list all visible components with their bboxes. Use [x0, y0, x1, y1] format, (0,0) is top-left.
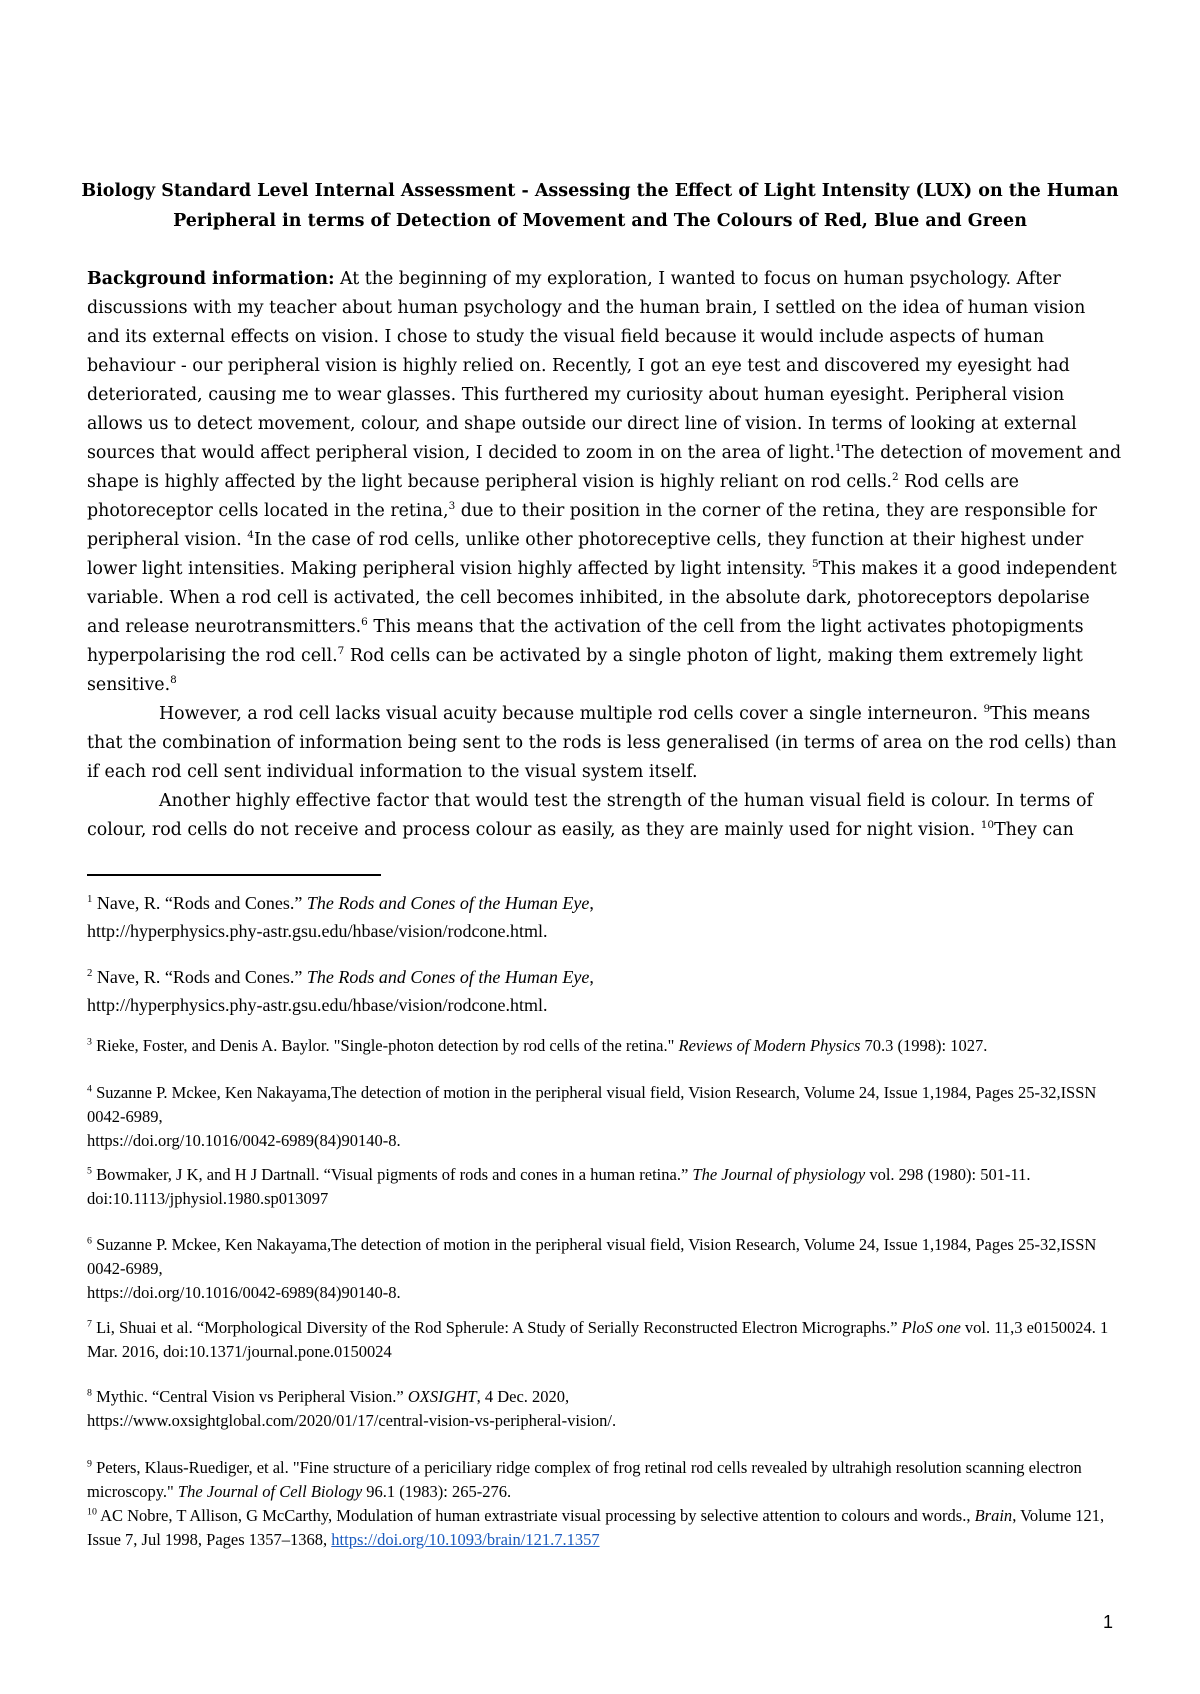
footnote-ref: 7 — [337, 645, 345, 658]
footnote-8: $^8$ Mythic. “Central Vision vs Peripheral Vision.” OXSIGHT, 4 Dec. 2020, https://www.oxsightglobal.com/2020/01/17/central-vision-vs-peripheral-vision/. — [87, 1387, 617, 1430]
footnote-7: $^7$ Li, Shuai et al. “Morphological Diversity of the Rod Spherule: A Study of Serially Reconstructed Electron Micrographs.” PloS one vol. 11,3 e0150024. 1 Mar. 2016, doi:10.1371/journal.pone.0150024 — [87, 1318, 1109, 1361]
section-heading: Background information: — [87, 269, 335, 289]
doi-link[interactable]: https://doi.org/10.1093/brain/121.7.1357 — [331, 1530, 600, 1549]
footnote-ref: 5 — [811, 558, 819, 571]
footnote-1: $^1$ Nave, R. “Rods and Cones.” The Rods and Cones of the Human Eye, http://hyperphysics.phy-astr.gsu.edu/hbase/vision/rodcone.html. — [87, 893, 594, 941]
footnote-url[interactable]: http://hyperphysics.phy-astr.gsu.edu/hbase/vision/rodcone.html. — [87, 995, 548, 1015]
paragraph-acuity: However, a rod cell lacks visual acuity because multiple rod cells cover a single interneuron. $^9$This means that the combination of information being sent to the rods is less generalised (in terms of area on the rod cells) than if each rod cell sent individual information to the visual system itself. — [87, 703, 1117, 782]
footnote-url[interactable]: https://doi.org/10.1016/0042-6989(84)90140-8. — [87, 1283, 401, 1302]
body-text — [87, 265, 1123, 845]
footnote-url[interactable]: https://doi.org/10.1016/0042-6989(84)90140-8. — [87, 1131, 401, 1150]
footnote-4: $^4$ Suzanne P. Mckee, Ken Nakayama,The detection of motion in the peripheral visual field, Vision Research, Volume 24, Issue 1,1984, Pages 25-32,ISSN 0042-6989, https://doi.org/10.1016/0042-6989(84)90140-8. — [87, 1083, 1097, 1150]
footnote-url[interactable]: http://hyperphysics.phy-astr.gsu.edu/hbase/vision/rodcone.html. — [87, 921, 548, 941]
footnote-url[interactable]: https://www.oxsightglobal.com/2020/01/17/central-vision-vs-peripheral-vision/. — [87, 1411, 617, 1430]
paragraph-colour: Another highly effective factor that would test the strength of the human visual field is colour. In terms of colour, rod cells do not receive and process colour as easily, as they are mainly used for night vision. $^{10}$They can — [87, 791, 1093, 840]
footnote-ref: 8 — [170, 674, 177, 687]
footnote-ref: 6 — [361, 616, 368, 629]
paragraph-background: Background information: At the beginning of my exploration, I wanted to focus on human psychology. After discussions with my teacher about human psychology and the human brain, I settled on the idea of human vision and its external effects on vision. I chose to study the visual field because it would include aspects of human behaviour - our peripheral vision is highly relied on. Recently, I got an eye test and discovered my eyesight had deteriorated, causing me to wear glasses. This furthered my curiosity about human eyesight. Peripheral vision allows us to detect movement, colour, and shape outside our direct line of vision. In terms of looking at external sources that would affect peripheral vision, I decided to zoom in on the area of light.$^1$The detection of movement and shape is highly affected by the light because peripheral vision is highly reliant on rod cells.$^2$ Rod cells are photoreceptor cells located in the retina,$^3$ due to their position in the corner of the retina, they are responsible for peripheral vision. $^4$In the case of rod cells, unlike other photoreceptive cells, they function at their highest under lower light intensities. Making peripheral vision highly affected by light intensity. $^5$This makes it a good independent variable. When a rod cell is activated, the cell becomes inhibited, in the absolute dark, photoreceptors depolarise and release neurotransmitters.$^6$ This means that the activation of the cell from the light activates photopigments hyperpolarising the rod cell.$^7$ Rod cells can be activated by a single photon of light, making them extremely light sensitive.$^8$ — [87, 269, 1122, 695]
page-number: 1 — [1103, 1612, 1114, 1632]
footnote-10: $^{10}$ AC Nobre, T Allison, G McCarthy, Modulation of human extrastriate visual processing by selective attention to colours and words., Brain, Volume 121, Issue 7, Jul 1998, Pages 1357–1368, https://doi.org/10.1093/brain/121.7.1357 — [87, 1506, 1105, 1549]
footnote-3: $^3$ Rieke, Foster, and Denis A. Baylor. "Single-photon detection by rod cells of the retina." Reviews of Modern Physics 70.3 (1998): 1027. — [87, 1036, 988, 1055]
footnote-ref: 2 — [891, 471, 899, 484]
page-title: Biology Standard Level Internal Assessment - Assessing the Effect of Light Intensity (LUX) on the Human Peripheral in terms of Detection of Movement and The Colours of Red, Blue and Green — [81, 181, 1119, 231]
footnote-ref: 4 — [247, 529, 254, 542]
footnote-separator — [87, 874, 381, 876]
footnote-5: $^5$ Bowmaker, J K, and H J Dartnall. “Visual pigments of rods and cones in a human retina.” The Journal of physiology vol. 298 (1980): 501-11. doi:10.1113/jphysiol.1980.sp013097 — [87, 1165, 1031, 1208]
footnote-ref: 9 — [983, 703, 991, 716]
footnote-ref: 3 — [448, 500, 456, 513]
footnote-6: $^6$ Suzanne P. Mckee, Ken Nakayama,The detection of motion in the peripheral visual field, Vision Research, Volume 24, Issue 1,1984, Pages 25-32,ISSN 0042-6989, https://doi.org/10.1016/0042-6989(84)90140-8. — [87, 1235, 1097, 1302]
footnote-2: $^2$ Nave, R. “Rods and Cones.” The Rods and Cones of the Human Eye, http://hyperphysics.phy-astr.gsu.edu/hbase/vision/rodcone.html. — [87, 967, 594, 1015]
footnote-ref: 10 — [980, 819, 995, 832]
footnote-9: $^9$ Peters, Klaus-Ruediger, et al. "Fine structure of a periciliary ridge complex of frog retinal rod cells revealed by ultrahigh resolution scanning electron microscopy." The Journal of Cell Biology 96.1 (1983): 265-276. — [87, 1458, 1082, 1501]
footnote-ref: 1 — [834, 442, 842, 455]
